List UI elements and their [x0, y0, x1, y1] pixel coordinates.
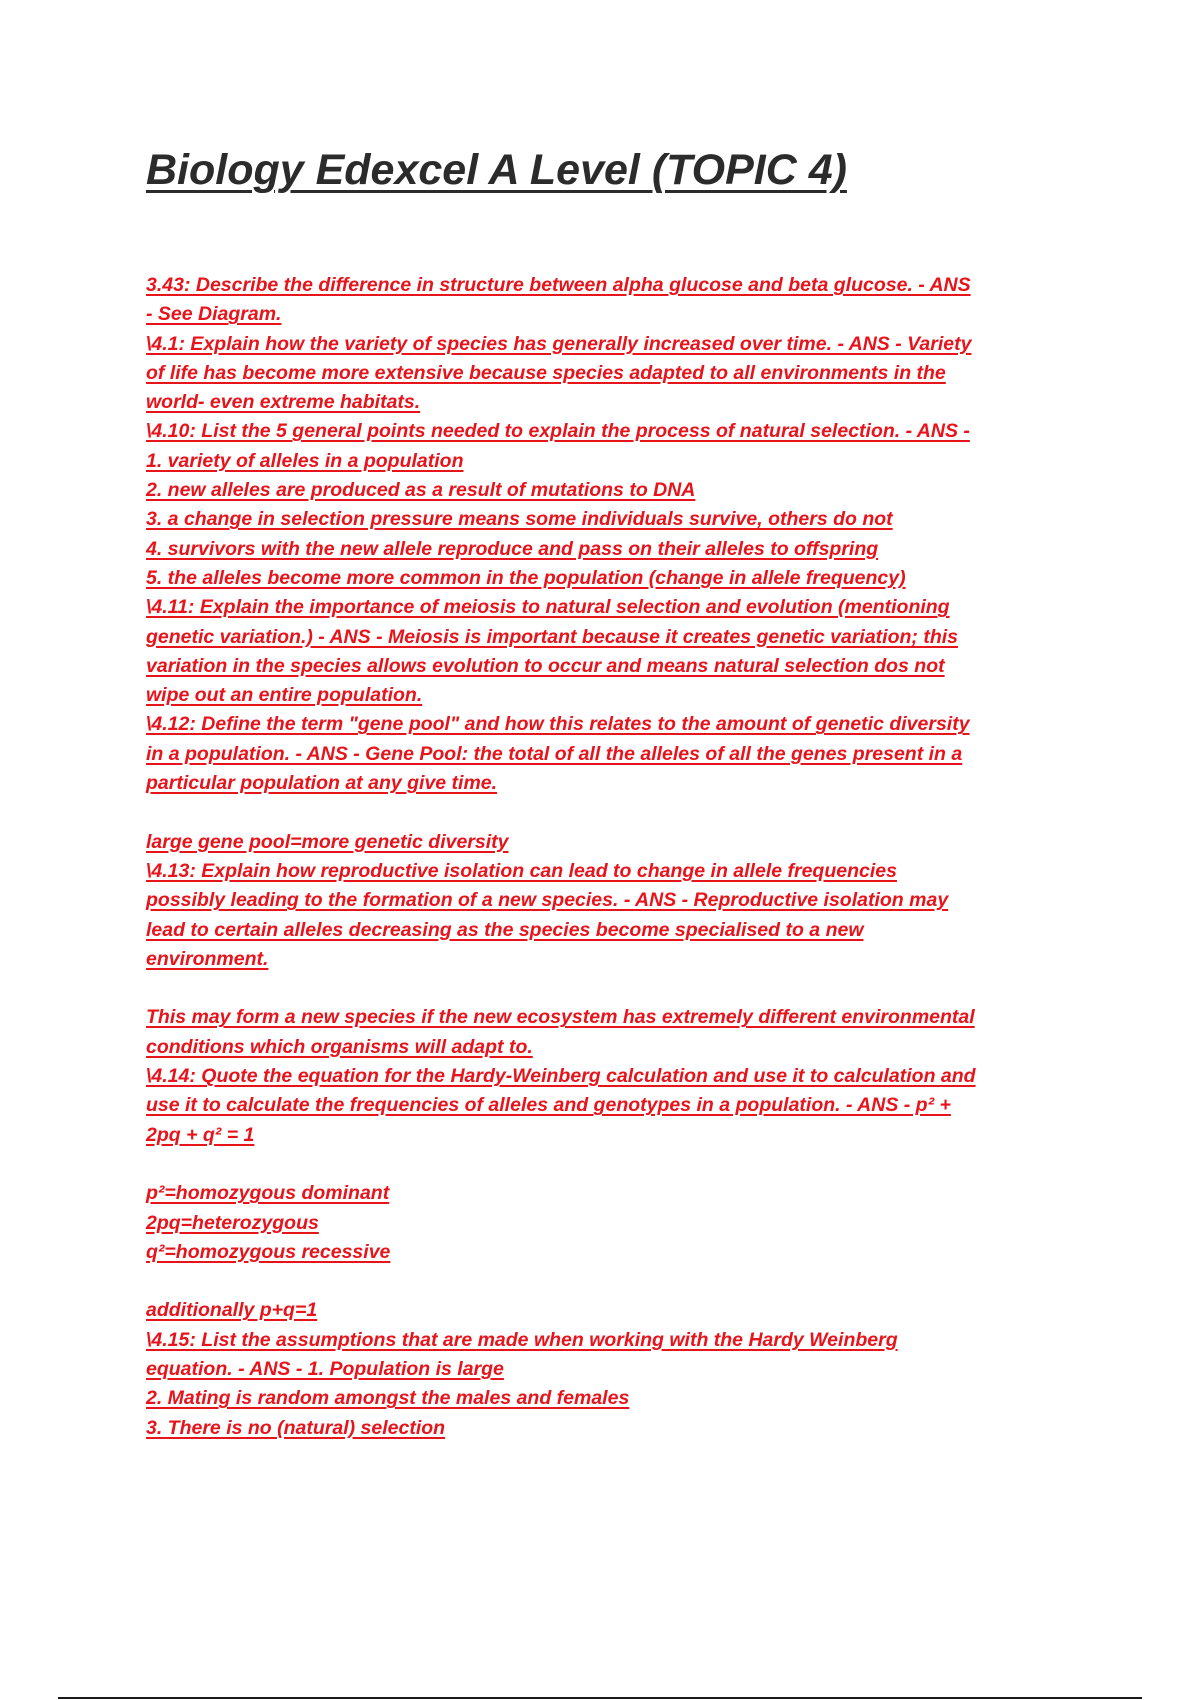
- text-line: This may form a new species if the new ecosystem has extremely different environmental: [146, 1006, 975, 1029]
- text-line: 2. new alleles are produced as a result of mutations to DNA: [146, 479, 696, 502]
- text-line: \4.10: List the 5 general points needed to explain the process of natural selection. - ANS -: [146, 420, 970, 443]
- text-line: \4.11: Explain the importance of meiosis to natural selection and evolution (mentioning: [146, 596, 950, 619]
- blank-line: [146, 1267, 1096, 1296]
- text-line: 2pq=heterozygous: [146, 1211, 319, 1234]
- text-line: 1. variety of alleles in a population: [146, 449, 464, 472]
- text-line: of life has become more extensive because species adapted to all environments in the: [146, 361, 946, 384]
- text-line: 3.43: Describe the difference in structure between alpha glucose and beta glucose. - ANS: [146, 274, 971, 296]
- text-line: in a population. - ANS - Gene Pool: the total of all the alleles of all the genes present in a: [146, 742, 963, 765]
- text-line: 4. survivors with the new allele reproduce and pass on their alleles to offspring: [146, 537, 879, 560]
- text-line: use it to calculate the frequencies of alleles and genotypes in a population. - ANS - p² +: [146, 1094, 951, 1117]
- blank-line: [146, 974, 1096, 1003]
- blank-line: [146, 1150, 1096, 1179]
- text-line: lead to certain alleles decreasing as the species become specialised to a new: [146, 918, 864, 941]
- text-line: \4.1: Explain how the variety of species has generally increased over time. - ANS - Variety: [146, 332, 972, 355]
- text-line: genetic variation.) - ANS - Meiosis is important because it creates genetic variation; this: [146, 625, 958, 648]
- text-line: 3. There is no (natural) selection: [146, 1416, 446, 1439]
- text-line: 5. the alleles become more common in the population (change in allele frequency): [146, 566, 906, 589]
- text-line: large gene pool=more genetic diversity: [146, 830, 509, 853]
- text-line: wipe out an entire population.: [146, 684, 423, 707]
- text-line: equation. - ANS - 1. Population is large: [146, 1357, 504, 1380]
- text-line: additionally p+q=1: [146, 1299, 318, 1322]
- document-title: Biology Edexcel A Level (TOPIC 4): [146, 146, 847, 194]
- text-line: variation in the species allows evolution to occur and means natural selection dos not: [146, 654, 945, 677]
- text-line: \4.12: Define the term "gene pool" and how this relates to the amount of genetic diversity: [146, 713, 970, 736]
- text-line: environment.: [146, 947, 269, 970]
- text-line: particular population at any give time.: [146, 772, 498, 795]
- text-line: \4.13: Explain how reproductive isolation can lead to change in allele frequencies: [146, 859, 897, 882]
- text-line: \4.14: Quote the equation for the Hardy-Weinberg calculation and use it to calculation and: [146, 1065, 976, 1088]
- text-line: 2. Mating is random amongst the males and females: [146, 1387, 630, 1410]
- text-line: 3. a change in selection pressure means some individuals survive, others do not: [146, 508, 893, 531]
- text-line: - See Diagram.: [146, 303, 282, 326]
- text-line: world- even extreme habitats.: [146, 391, 421, 414]
- blank-line: [146, 798, 1096, 827]
- text-line: p²=homozygous dominant: [146, 1182, 390, 1205]
- document-body: [146, 271, 1096, 1443]
- text-line: conditions which organisms will adapt to.: [146, 1035, 533, 1058]
- text-line: 2pq + q² = 1: [146, 1123, 255, 1146]
- text-line: q²=homozygous recessive: [146, 1240, 391, 1263]
- text-line: \4.15: List the assumptions that are made when working with the Hardy Weinberg: [146, 1328, 898, 1351]
- footer-divider: [58, 1697, 1142, 1699]
- text-line: possibly leading to the formation of a new species. - ANS - Reproductive isolation may: [146, 889, 949, 912]
